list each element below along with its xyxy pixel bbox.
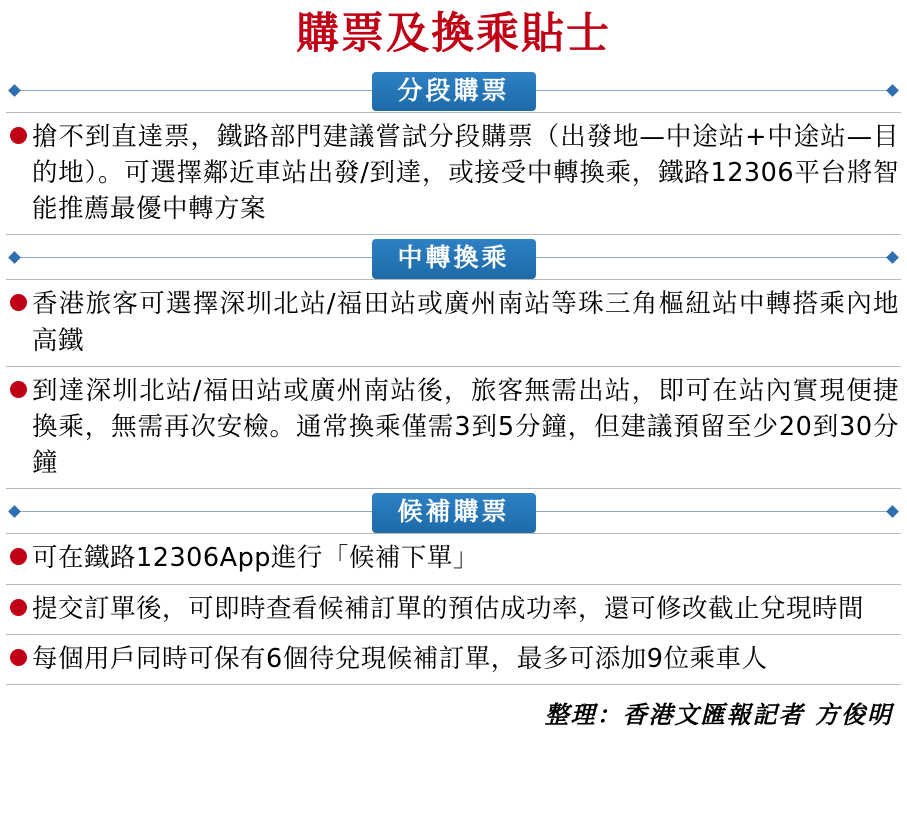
bullet-dot-icon [10, 381, 27, 398]
diamond-marker-right-icon [886, 84, 899, 97]
section-header-3 [6, 493, 901, 531]
credit-line: 整理：香港文匯報記者 方俊明 [544, 699, 893, 729]
section-header-2 [6, 239, 901, 277]
bullet-dot-icon [10, 649, 27, 666]
section-header-1 [6, 72, 901, 110]
list-item [6, 112, 901, 236]
page-title: 購票及換乘貼士 [296, 9, 611, 59]
list-item-text: 搶不到直達票，鐵路部門建議嘗試分段購票（出發地—中途站+中途站—目的地）。可選擇鄰近車站出發/到達，或接受中轉換乘，鐵路12306平台將智能推薦最優中轉方案 [32, 121, 899, 225]
section-items-1 [6, 112, 901, 236]
list-item-text: 可在鐵路12306App進行「候補下單」 [32, 543, 479, 574]
list-item-text: 提交訂單後，可即時查看候補訂單的預估成功率，還可修改截止兌現時間 [32, 593, 865, 624]
section-title-3: 候補購票 [371, 493, 535, 532]
list-item [6, 279, 901, 366]
bullet-dot-icon [10, 127, 27, 144]
section-title-2: 中轉換乘 [371, 239, 535, 278]
bullet-dot-icon [10, 599, 27, 616]
diamond-marker-left-icon [8, 251, 21, 264]
bullet-dot-icon [10, 548, 27, 565]
diamond-marker-left-icon [8, 506, 21, 519]
diamond-marker-left-icon [8, 84, 21, 97]
section-items-3 [6, 533, 901, 685]
list-item [6, 533, 901, 584]
section-title-1: 分段購票 [371, 72, 535, 111]
list-item-text: 每個用戶同時可保有6個待兌現候補訂單，最多可添加9位乘車人 [32, 643, 768, 674]
list-item-text: 香港旅客可選擇深圳北站/福田站或廣州南站等珠三角樞紐站中轉搭乘內地高鐵 [32, 289, 899, 356]
list-item [6, 367, 901, 490]
list-item [6, 585, 901, 635]
list-item-text: 到達深圳北站/福田站或廣州南站後，旅客無需出站，即可在站內實現便捷換乘，無需再次安檢。通常換乘僅需3到5分鐘，但建議預留至少20到30分鐘 [32, 375, 899, 479]
list-item [6, 635, 901, 685]
diamond-marker-right-icon [886, 251, 899, 264]
section-items-2 [6, 279, 901, 489]
diamond-marker-right-icon [886, 506, 899, 519]
bullet-dot-icon [10, 294, 27, 311]
